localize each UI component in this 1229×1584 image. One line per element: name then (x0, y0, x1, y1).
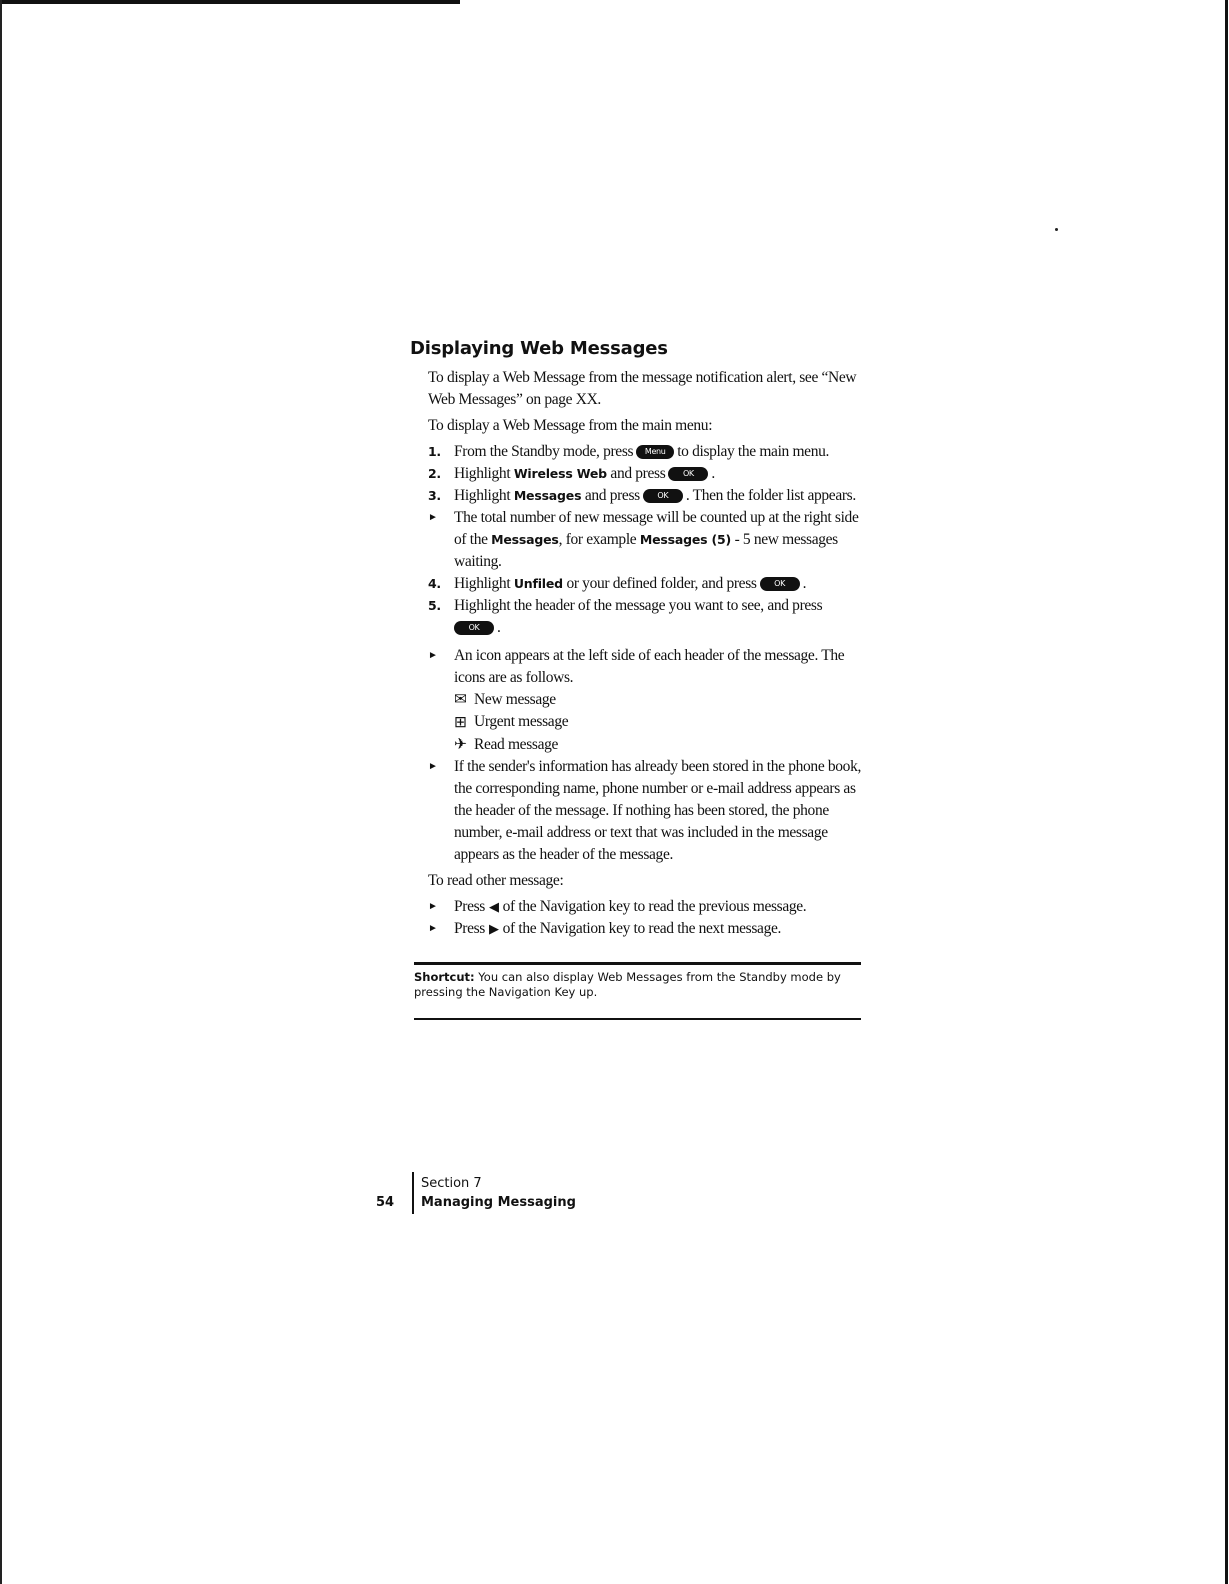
icon-legend-urgent (428, 711, 873, 733)
step-number: 1. (428, 444, 441, 459)
step-number: 5. (428, 598, 441, 613)
shortcut-text: You can also display Web Messages from the Standby mode by pressing the Navigation Key up. (414, 970, 841, 999)
body-content (428, 367, 873, 940)
scan-edge-top (0, 0, 460, 4)
nav-text: Press (454, 920, 485, 938)
step-1 (428, 441, 873, 463)
note-text: An icon appears at the left side of each header of the message. The icons are as follows. (454, 647, 845, 686)
note-text: - 5 new messages waiting. (454, 531, 838, 570)
note-text: The total number of new message will be counted up at the right side of the (454, 509, 859, 548)
ok-key-icon: OK (643, 489, 683, 503)
note-text: , for example (558, 531, 637, 548)
step-number: 4. (428, 576, 441, 591)
bullet-arrow-icon: ► (428, 761, 438, 773)
step-3 (428, 485, 873, 507)
step-text: and press (610, 465, 666, 482)
step-text: Highlight (454, 465, 511, 482)
note-icons (428, 645, 873, 689)
ui-term: Wireless Web (513, 466, 607, 481)
urgent-message-icon: ⊞ (454, 713, 467, 731)
left-arrow-icon: ◀ (488, 899, 499, 915)
scan-speck (1055, 228, 1058, 231)
step-text: Highlight (454, 487, 511, 504)
read-other-paragraph: To read other message: (428, 872, 564, 890)
ui-term: Unfiled (513, 576, 563, 591)
step-number: 2. (428, 466, 441, 481)
scan-edge-right (1225, 0, 1228, 1584)
shortcut-label: Shortcut: (414, 970, 475, 984)
intro-paragraph-2: To display a Web Message from the main menu: (428, 417, 713, 434)
footer-title: Managing Messaging (421, 1195, 576, 1210)
bullet-arrow-icon: ► (428, 512, 438, 523)
step-2 (428, 463, 873, 485)
step-text: and press (584, 487, 640, 504)
bullet-arrow-icon: ► (428, 650, 438, 661)
step-text: Highlight (454, 575, 511, 592)
ui-term: Messages (491, 532, 559, 547)
bullet-arrow-icon: ► (428, 901, 438, 913)
step-5 (428, 595, 873, 639)
menu-key-icon: Menu (636, 445, 674, 459)
bullet-arrow-icon: ► (428, 923, 438, 935)
intro-paragraph-1: To display a Web Message from the message notification alert, see “New Web Messages” on page XX. (428, 369, 857, 408)
step-text: . Then the folder list appears. (685, 487, 856, 504)
step-4 (428, 573, 873, 595)
ok-key-icon: OK (454, 621, 494, 635)
nav-previous (428, 896, 873, 918)
note-text: If the sender's information has already been stored in the phone book, the corresponding name, phone number or e-mail address appears as the header of the message. If nothing has been stored, the phone number, e-mail address or text that was included in the message appears as the header of the message. (454, 758, 861, 864)
note-sender-info (428, 756, 873, 866)
icon-label: New message (474, 691, 556, 708)
ok-key-icon: OK (760, 577, 800, 591)
scan-edge-left (0, 0, 2, 1584)
nav-text: of the Navigation key to read the previous message. (502, 898, 807, 916)
footer-rule (412, 1172, 414, 1214)
read-message-icon: ✈ (454, 736, 467, 754)
right-arrow-icon: ▶ (488, 921, 499, 937)
step-text: Highlight the header of the message you want to see, and press (454, 597, 823, 614)
new-message-icon: ✉ (454, 691, 467, 709)
page-number: 54 (376, 1195, 395, 1210)
nav-text: of the Navigation key to read the next message. (502, 920, 782, 938)
icon-label: Read message (474, 735, 559, 753)
footer-section: Section 7 (421, 1176, 482, 1191)
step-text: . (497, 619, 501, 636)
step-text: to display the main menu. (677, 443, 830, 460)
nav-next (428, 918, 873, 940)
ok-key-icon: OK (668, 467, 708, 481)
nav-text: Press (454, 898, 485, 916)
icon-legend-read (428, 734, 873, 756)
note-message-count (428, 507, 873, 573)
step-text: From the Standby mode, press (454, 443, 634, 460)
step-text: . (802, 575, 807, 592)
icon-legend-new (428, 689, 873, 711)
ui-term: Messages (5) (639, 532, 732, 547)
step-text: . (711, 465, 715, 482)
icon-label: Urgent message (474, 713, 569, 731)
page-heading: Displaying Web Messages (410, 338, 668, 359)
step-text: or your defined folder, and press (566, 575, 757, 592)
step-number: 3. (428, 488, 441, 503)
shortcut-box (414, 962, 861, 1020)
ui-term: Messages (513, 488, 582, 503)
